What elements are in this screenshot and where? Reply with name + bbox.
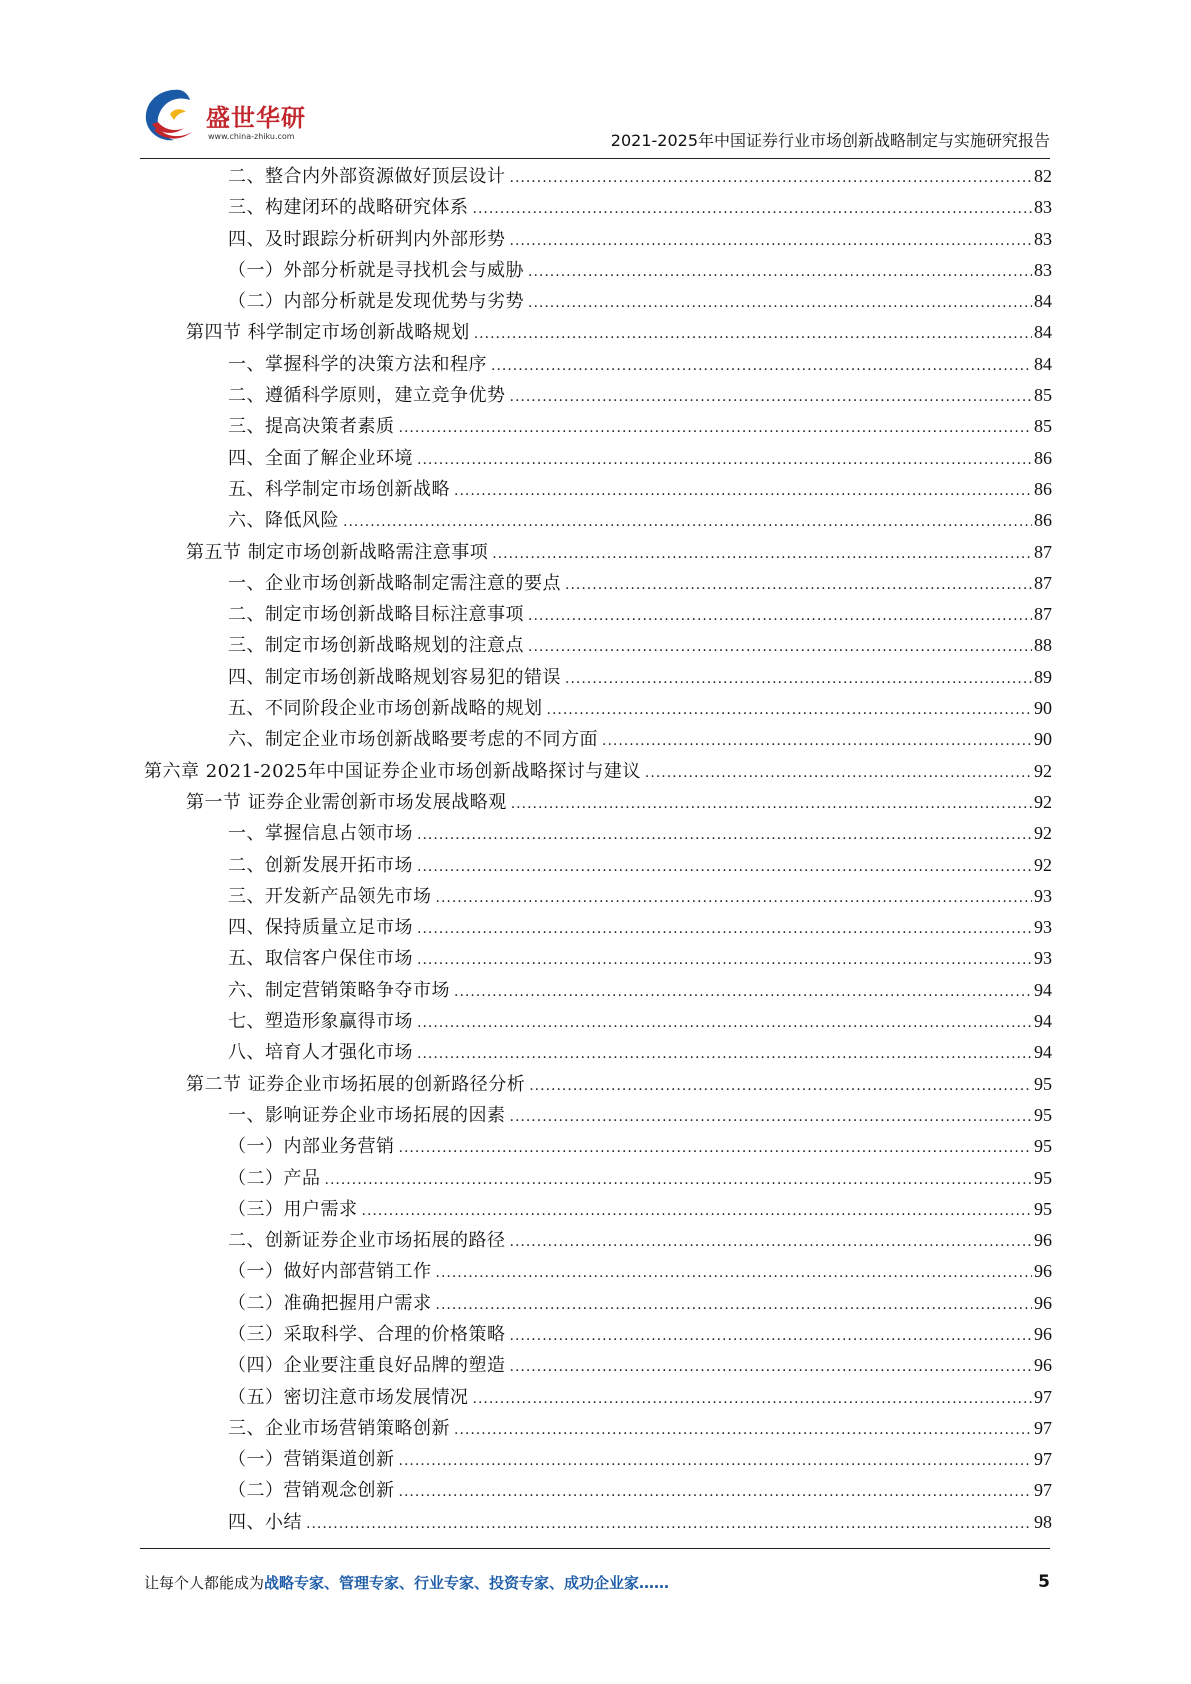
toc-entry-title: 四、小结 (228, 1511, 302, 1533)
toc-dot-leader (529, 1078, 1032, 1094)
toc-entry-title: （四）企业要注重良好品牌的塑造 (228, 1355, 506, 1377)
toc-entry-page: 93 (1034, 885, 1052, 906)
footer-slogan-lead: 让每个人都能成为 (144, 1574, 265, 1592)
toc-entry-title: （二）内部分析就是发现优势与劣势 (228, 291, 524, 313)
toc-entry[interactable] (144, 1007, 1052, 1038)
toc-entry[interactable] (144, 757, 1052, 788)
toc-dot-leader (399, 420, 1033, 436)
toc-entry-title: 三、企业市场营销策略创新 (228, 1417, 450, 1439)
toc-entry[interactable] (144, 944, 1052, 975)
toc-entry-page: 88 (1034, 635, 1052, 656)
toc-entry-page: 95 (1034, 1073, 1052, 1094)
toc-entry-title: 四、及时跟踪分析研判内外部形势 (228, 228, 506, 250)
toc-entry-page: 85 (1034, 385, 1052, 406)
toc-entry[interactable] (144, 1101, 1052, 1132)
toc-dot-leader (399, 1453, 1033, 1469)
toc-entry-title: 二、制定市场创新战略目标注意事项 (228, 604, 524, 626)
toc-entry[interactable] (144, 976, 1052, 1007)
toc-entry-title: （一）做好内部营销工作 (228, 1261, 432, 1283)
toc-entry-page: 87 (1034, 541, 1052, 562)
toc-entry-title: （二）准确把握用户需求 (228, 1292, 432, 1314)
toc-entry-page: 94 (1034, 979, 1052, 1000)
toc-entry-page: 87 (1034, 604, 1052, 625)
toc-dot-leader (417, 921, 1032, 937)
toc-dot-leader (492, 546, 1032, 562)
toc-entry[interactable] (144, 350, 1052, 381)
toc-entry[interactable] (144, 412, 1052, 443)
toc-entry-page: 92 (1034, 854, 1052, 875)
page-footer (144, 1572, 1050, 1598)
toc-dot-leader (528, 608, 1032, 624)
toc-entry-title: 三、构建闭环的战略研究体系 (228, 197, 469, 219)
toc-entry[interactable] (144, 506, 1052, 537)
toc-dot-leader (547, 702, 1033, 718)
toc-entry-title: 一、企业市场创新战略制定需注意的要点 (228, 572, 561, 594)
toc-entry[interactable] (144, 694, 1052, 725)
toc-entry-page: 94 (1034, 1011, 1052, 1032)
toc-entry[interactable] (144, 882, 1052, 913)
toc-entry-title: 四、制定市场创新战略规划容易犯的错误 (228, 666, 561, 688)
toc-entry-title: 八、培育人才强化市场 (228, 1042, 413, 1064)
toc-entry[interactable] (144, 631, 1052, 662)
toc-dot-leader (399, 1140, 1033, 1156)
toc-dot-leader (436, 1297, 1033, 1313)
toc-entry[interactable] (144, 569, 1052, 600)
toc-entry-title: 六、制定企业市场创新战略要考虑的不同方面 (228, 729, 598, 751)
toc-entry[interactable] (144, 1257, 1052, 1288)
toc-entry[interactable] (144, 1132, 1052, 1163)
toc-entry-page: 95 (1034, 1198, 1052, 1219)
toc-entry-title: 三、开发新产品领先市场 (228, 885, 432, 907)
toc-entry-page: 97 (1034, 1386, 1052, 1407)
toc-entry[interactable] (144, 1289, 1052, 1320)
toc-entry[interactable] (144, 1445, 1052, 1476)
toc-entry-page: 83 (1034, 197, 1052, 218)
toc-entry-page: 95 (1034, 1167, 1052, 1188)
toc-entry-title: 六、降低风险 (228, 510, 339, 532)
toc-dot-leader (565, 577, 1032, 593)
toc-entry-page: 92 (1034, 760, 1052, 781)
toc-entry-page: 98 (1034, 1511, 1052, 1532)
toc-entry[interactable] (144, 851, 1052, 882)
toc-dot-leader (343, 514, 1032, 530)
toc-entry-page: 84 (1034, 322, 1052, 343)
toc-entry-title: 第一节 证券企业需创新市场发展战略观 (186, 791, 507, 813)
toc-entry[interactable] (144, 600, 1052, 631)
toc-dot-leader (565, 671, 1032, 687)
toc-dot-leader (510, 389, 1033, 405)
toc-entry-title: 五、取信客户保住市场 (228, 948, 413, 970)
toc-dot-leader (454, 483, 1032, 499)
toc-entry-page: 86 (1034, 478, 1052, 499)
toc-dot-leader (510, 1109, 1033, 1125)
toc-entry-page: 96 (1034, 1323, 1052, 1344)
toc-entry-title: （二）产品 (228, 1167, 321, 1189)
toc-entry[interactable] (144, 193, 1052, 224)
toc-entry-title: 四、保持质量立足市场 (228, 917, 413, 939)
toc-entry-page: 97 (1034, 1417, 1052, 1438)
toc-entry-title: 四、全面了解企业环境 (228, 447, 413, 469)
toc-entry[interactable] (144, 318, 1052, 349)
toc-entry-page: 96 (1034, 1261, 1052, 1282)
toc-entry-title: 第五节 制定市场创新战略需注意事项 (186, 541, 489, 563)
page-header (140, 84, 1050, 160)
toc-entry[interactable] (144, 162, 1052, 193)
page-number: 5 (1038, 1572, 1050, 1592)
toc-dot-leader (417, 1015, 1032, 1031)
toc-entry-title: 二、创新证券企业市场拓展的路径 (228, 1230, 506, 1252)
toc-entry[interactable] (144, 256, 1052, 287)
toc-entry[interactable] (144, 663, 1052, 694)
toc-entry-title: （一）外部分析就是寻找机会与威胁 (228, 259, 524, 281)
footer-slogan-highlight: 战略专家、管理专家、行业专家、投资专家、成功企业家…… (264, 1574, 670, 1592)
logo-url: www.china-zhiku.com (208, 132, 295, 141)
toc-entry-page: 93 (1034, 948, 1052, 969)
toc-dot-leader (436, 890, 1033, 906)
toc-entry-title: （一）营销渠道创新 (228, 1449, 395, 1471)
toc-entry-title: 二、创新发展开拓市场 (228, 854, 413, 876)
toc-dot-leader (510, 170, 1033, 186)
toc-entry-page: 94 (1034, 1042, 1052, 1063)
toc-entry-title: 第二节 证券企业市场拓展的创新路径分析 (186, 1073, 526, 1095)
toc-entry-page: 96 (1034, 1355, 1052, 1376)
toc-entry-page: 89 (1034, 666, 1052, 687)
toc-entry[interactable] (144, 1070, 1052, 1101)
toc-entry-page: 83 (1034, 259, 1052, 280)
toc-dot-leader (474, 326, 1032, 342)
toc-entry-page: 96 (1034, 1230, 1052, 1251)
table-of-contents (144, 162, 1052, 1539)
toc-dot-leader (510, 1328, 1033, 1344)
toc-entry-page: 95 (1034, 1136, 1052, 1157)
toc-entry-page: 87 (1034, 572, 1052, 593)
toc-entry-title: 五、科学制定市场创新战略 (228, 478, 450, 500)
toc-entry-title: （二）营销观念创新 (228, 1480, 395, 1502)
toc-entry-title: 三、制定市场创新战略规划的注意点 (228, 635, 524, 657)
toc-entry-page: 82 (1034, 166, 1052, 186)
toc-entry[interactable] (144, 1383, 1052, 1414)
toc-entry[interactable] (144, 1351, 1052, 1382)
toc-entry-title: （五）密切注意市场发展情况 (228, 1386, 469, 1408)
toc-entry[interactable] (144, 287, 1052, 318)
toc-entry[interactable] (144, 381, 1052, 412)
toc-entry-title: 五、不同阶段企业市场创新战略的规划 (228, 698, 543, 720)
toc-dot-leader (528, 639, 1032, 655)
logo-swirl-icon (140, 84, 206, 148)
toc-dot-leader (417, 452, 1032, 468)
toc-entry[interactable] (144, 225, 1052, 256)
toc-entry-title: 一、掌握信息占领市场 (228, 823, 413, 845)
toc-entry-title: 二、遵循科学原则，建立竞争优势 (228, 385, 506, 407)
toc-dot-leader (417, 952, 1032, 968)
toc-dot-leader (399, 1484, 1033, 1500)
toc-entry-page: 85 (1034, 416, 1052, 437)
toc-entry[interactable] (144, 1476, 1052, 1507)
toc-entry[interactable] (144, 475, 1052, 506)
toc-dot-leader (510, 1359, 1033, 1375)
toc-dot-leader (602, 733, 1032, 749)
toc-entry-page: 86 (1034, 510, 1052, 531)
toc-entry-page: 84 (1034, 291, 1052, 312)
toc-dot-leader (510, 1234, 1033, 1250)
toc-entry[interactable] (144, 538, 1052, 569)
toc-dot-leader (645, 765, 1032, 781)
toc-entry-title: 七、塑造形象赢得市场 (228, 1011, 413, 1033)
toc-dot-leader (510, 233, 1033, 249)
toc-entry-title: 一、掌握科学的决策方法和程序 (228, 353, 487, 375)
toc-dot-leader (473, 201, 1033, 217)
toc-dot-leader (528, 264, 1032, 280)
toc-entry[interactable] (144, 1164, 1052, 1195)
toc-entry-title: 二、整合内外部资源做好顶层设计 (228, 166, 506, 187)
toc-entry-page: 93 (1034, 917, 1052, 938)
toc-entry-title: （三）用户需求 (228, 1198, 358, 1220)
toc-dot-leader (417, 827, 1032, 843)
toc-dot-leader (325, 1172, 1033, 1188)
toc-entry[interactable] (144, 725, 1052, 756)
toc-entry[interactable] (144, 1038, 1052, 1069)
toc-dot-leader (511, 796, 1032, 812)
toc-entry-page: 97 (1034, 1480, 1052, 1501)
toc-entry[interactable] (144, 1508, 1052, 1539)
header-divider (140, 158, 1050, 159)
toc-entry[interactable] (144, 1226, 1052, 1257)
toc-entry[interactable] (144, 913, 1052, 944)
toc-entry[interactable] (144, 444, 1052, 475)
toc-dot-leader (491, 358, 1032, 374)
toc-dot-leader (454, 1422, 1032, 1438)
toc-entry[interactable] (144, 1195, 1052, 1226)
toc-entry-title: （三）采取科学、合理的价格策略 (228, 1323, 506, 1345)
footer-divider (140, 1548, 1050, 1549)
toc-entry-page: 92 (1034, 823, 1052, 844)
toc-entry-title: 第六章 2021-2025年中国证券企业市场创新战略探讨与建议 (144, 760, 641, 782)
toc-entry-page: 96 (1034, 1292, 1052, 1313)
report-title: 2021-2025年中国证券行业市场创新战略制定与实施研究报告 (610, 131, 1050, 150)
toc-entry[interactable] (144, 819, 1052, 850)
toc-entry-title: 六、制定营销策略争夺市场 (228, 979, 450, 1001)
toc-dot-leader (306, 1516, 1032, 1532)
toc-dot-leader (417, 1046, 1032, 1062)
toc-dot-leader (362, 1203, 1033, 1219)
toc-entry-title: （一）内部业务营销 (228, 1136, 395, 1158)
toc-entry-page: 97 (1034, 1449, 1052, 1470)
toc-entry[interactable] (144, 1320, 1052, 1351)
toc-dot-leader (417, 859, 1032, 875)
toc-entry-page: 90 (1034, 698, 1052, 719)
logo-text: 盛世华研 (206, 104, 306, 132)
company-logo (140, 84, 320, 148)
toc-entry[interactable] (144, 1414, 1052, 1445)
toc-entry-page: 84 (1034, 353, 1052, 374)
toc-entry-page: 95 (1034, 1104, 1052, 1125)
toc-dot-leader (454, 984, 1032, 1000)
toc-entry-page: 92 (1034, 791, 1052, 812)
toc-entry-title: 三、提高决策者素质 (228, 416, 395, 438)
toc-entry-page: 90 (1034, 729, 1052, 750)
toc-entry-page: 86 (1034, 447, 1052, 468)
toc-dot-leader (528, 295, 1032, 311)
toc-entry-title: 第四节 科学制定市场创新战略规划 (186, 322, 470, 344)
toc-entry-page: 83 (1034, 228, 1052, 249)
toc-entry-title: 一、影响证券企业市场拓展的因素 (228, 1104, 506, 1126)
toc-dot-leader (473, 1391, 1033, 1407)
toc-entry[interactable] (144, 788, 1052, 819)
toc-dot-leader (436, 1265, 1033, 1281)
